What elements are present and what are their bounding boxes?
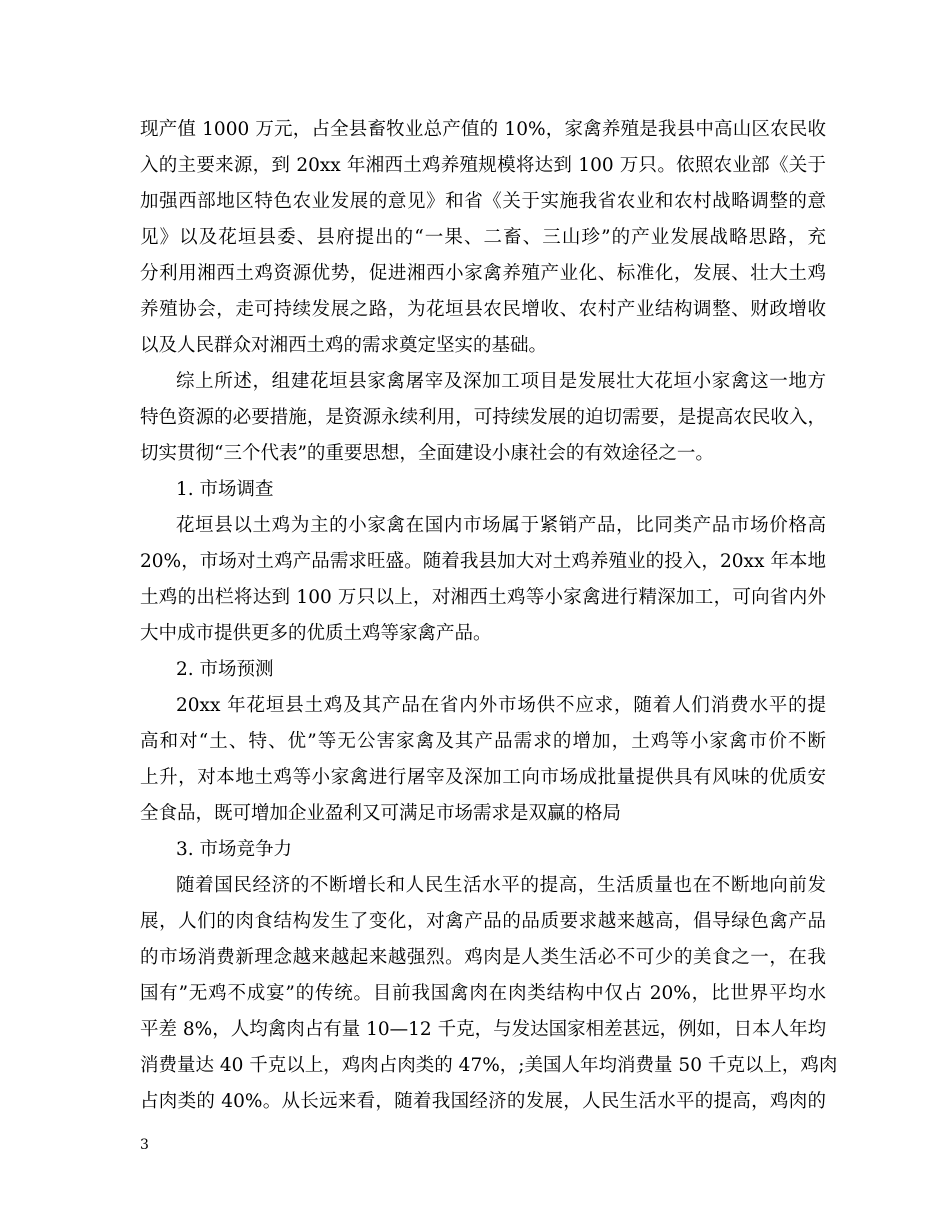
paragraph-line: 养殖协会，走可持续发展之路，为花垣县农民增收、农村产业结构调整、财政增收 — [140, 299, 826, 320]
page-number: 3 — [140, 1137, 149, 1153]
paragraph-line: 分利用湘西土鸡资源优势，促进湘西小家禽养殖产业化、标准化，发展、壮大土鸡 — [140, 263, 826, 284]
paragraph-line: 现产值 1000 万元，占全县畜牧业总产值的 10%，家禽养殖是我县中高山区农民收 — [140, 119, 826, 140]
paragraph-line: 综上所述，组建花垣县家禽屠宰及深加工项目是发展壮大花垣小家禽这一地方 — [176, 371, 826, 392]
body-text — [140, 112, 838, 1120]
paragraph-line: 展，人们的肉食结构发生了变化，对禽产品的品质要求越来越高，倡导绿色禽产品 — [140, 911, 826, 932]
paragraph-line: 大中成市提供更多的优质土鸡等家禽产品。 — [140, 623, 492, 644]
paragraph-line: 全食品，既可增加企业盈利又可满足市场需求是双赢的格局 — [140, 803, 622, 824]
paragraph-line: 加强西部地区特色农业发展的意见》和省《关于实施我省农业和农村战略调整的意 — [140, 191, 826, 212]
paragraph-line: 上升，对本地土鸡等小家禽进行屠宰及深加工向市场成批量提供具有风味的优质安 — [140, 767, 826, 788]
paragraph-line: 20%，市场对土鸡产品需求旺盛。随着我县加大对土鸡养殖业的投入，20xx 年本地 — [140, 551, 826, 572]
section-heading-market-survey: 1. 市场调查 — [176, 479, 274, 500]
paragraph-line: 平差 8%，人均禽肉占有量 10—12 千克，与发达国家相差甚远，例如，日本人年均 — [140, 1019, 827, 1040]
paragraph-line: 见》以及花垣县委、县府提出的“一果、二畜、三山珍”的产业发展战略思路，充 — [140, 227, 826, 248]
paragraph-line: 20xx 年花垣县土鸡及其产品在省内外市场供不应求，随着人们消费水平的提 — [176, 695, 826, 716]
paragraph-line: 特色资源的必要措施，是资源永续利用，可持续发展的迫切需要，是提高农民收入， — [140, 407, 826, 428]
paragraph-line: 花垣县以土鸡为主的小家禽在国内市场属于紧销产品，比同类产品市场价格高 — [176, 515, 826, 536]
paragraph-line: 入的主要来源，到 20xx 年湘西土鸡养殖规模将达到 100 万只。依照农业部《关于 — [140, 155, 826, 176]
paragraph-line: 以及人民群众对湘西土鸡的需求奠定坚实的基础。 — [140, 335, 548, 356]
section-heading-market-competitiveness: 3. 市场竞争力 — [176, 839, 293, 860]
section-heading-market-forecast: 2. 市场预测 — [176, 659, 274, 680]
paragraph-line: 随着国民经济的不断增长和人民生活水平的提高，生活质量也在不断地向前发 — [176, 875, 826, 896]
paragraph-line: 消费量达 40 千克以上，鸡肉占肉类的 47%，;美国人年均消费量 50 千克以上，鸡肉 — [140, 1055, 838, 1076]
paragraph-line: 占肉类的 40%。从长远来看，随着我国经济的发展，人民生活水平的提高，鸡肉的 — [140, 1091, 826, 1112]
paragraph-line: 国有”无鸡不成宴”的传统。目前我国禽肉在肉类结构中仅占 20%，比世界平均水 — [140, 983, 826, 1004]
paragraph-line: 高和对“土、特、优”等无公害家禽及其产品需求的增加，土鸡等小家禽市价不断 — [140, 731, 826, 752]
paragraph-line: 土鸡的出栏将达到 100 万只以上，对湘西土鸡等小家禽进行精深加工，可向省内外 — [140, 587, 826, 608]
paragraph-line: 的市场消费新理念越来越起来越强烈。鸡肉是人类生活必不可少的美食之一，在我 — [140, 947, 826, 968]
paragraph-line: 切实贯彻“三个代表”的重要思想，全面建设小康社会的有效途径之一。 — [140, 443, 714, 464]
